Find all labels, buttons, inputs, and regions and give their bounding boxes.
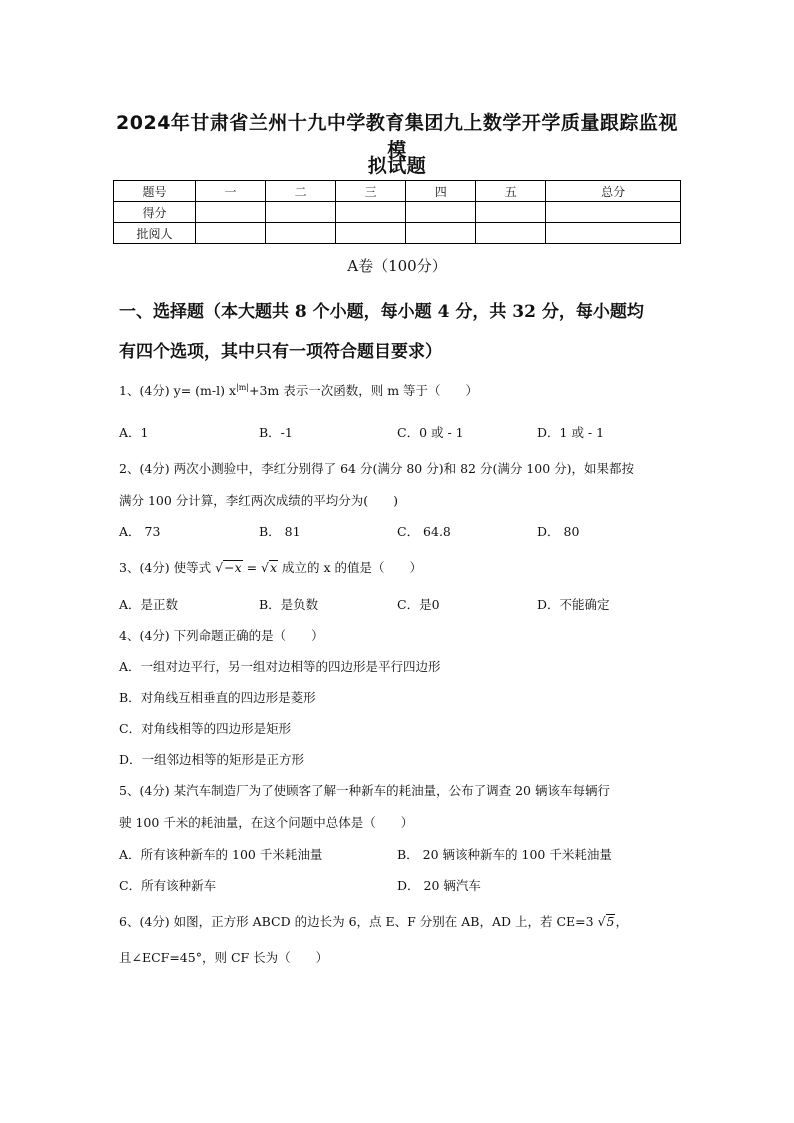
score-table-cell: 四	[406, 181, 476, 202]
score-table-cell: 得分	[114, 202, 196, 223]
score-table-header-row	[114, 181, 681, 202]
score-table-cell	[476, 202, 546, 223]
question-2-option-c[interactable]: C． 64.8	[397, 524, 451, 539]
question-1-stem	[119, 381, 689, 399]
question-5-stem-line1: 5、(4分) 某汽车制造厂为了使顾客了解一种新车的耗油量，公布了调查 20 辆该车每辆行	[119, 783, 610, 798]
question-3-equals: =	[242, 560, 262, 575]
question-6-stem-line2: 且∠ECF=45°，则 CF 长为（ ）	[119, 950, 329, 965]
question-3-root-right: x	[270, 560, 278, 575]
question-2-option-a[interactable]: A． 73	[119, 524, 161, 539]
score-table-cell	[476, 223, 546, 244]
score-table-cell: 三	[336, 181, 406, 202]
question-3-stem-pre: 3、(4分) 使等式	[119, 560, 212, 575]
question-1-stem-pre: 1、(4分) y= (m-l) x	[119, 383, 236, 398]
question-3-option-b[interactable]: B．是负数	[259, 597, 319, 612]
score-table-cell: 一	[196, 181, 266, 202]
question-4-option-d[interactable]: D．一组邻边相等的矩形是正方形	[119, 752, 305, 767]
score-table-cell	[546, 202, 681, 223]
exam-title-line1: 2024年甘肃省兰州十九中学教育集团九上数学开学质量跟踪监视模	[116, 112, 678, 161]
question-3-stem	[119, 558, 689, 576]
score-table-cell: 题号	[114, 181, 196, 202]
question-1-option-c[interactable]: C．0 或 - 1	[397, 425, 464, 440]
score-table-cell	[266, 202, 336, 223]
question-1-option-d[interactable]: D．1 或 - 1	[537, 425, 605, 440]
question-1-stem-post: +3m 表示一次函数，则 m 等于（ ）	[248, 383, 479, 398]
question-3-root-left: −x	[224, 560, 242, 575]
score-table-cell	[406, 223, 476, 244]
score-table-cell	[196, 223, 266, 244]
question-6-root: √5	[597, 914, 615, 929]
question-2-option-b[interactable]: B． 81	[259, 524, 301, 539]
question-4-option-c[interactable]: C．对角线相等的四边形是矩形	[119, 721, 292, 736]
score-table-cell	[546, 223, 681, 244]
question-6-root-value: 5	[606, 914, 615, 929]
score-table-row	[114, 202, 681, 223]
question-1-exponent: |m|	[236, 382, 249, 392]
question-1-option-a[interactable]: A．1	[119, 425, 149, 440]
question-3-option-a[interactable]: A．是正数	[119, 597, 179, 612]
question-4-option-a[interactable]: A．一组对边平行，另一组对边相等的四边形是平行四边形	[119, 659, 441, 674]
question-3-option-c[interactable]: C．是0	[397, 597, 440, 612]
exam-title-line2: 拟试题	[367, 155, 427, 177]
question-3-option-d[interactable]: D．不能确定	[537, 597, 610, 612]
question-3-equation: √−x = √x	[215, 560, 278, 575]
question-5-option-a[interactable]: A．所有该种新车的 100 千米耗油量	[119, 847, 323, 862]
score-table-cell: 批阅人	[114, 223, 196, 244]
question-4-stem: 4、(4分) 下列命题正确的是（ ）	[119, 628, 324, 643]
question-5-option-d[interactable]: D． 20 辆汽车	[397, 878, 481, 893]
question-2-stem-line1: 2、(4分) 两次小测验中，李红分别得了 64 分(满分 80 分)和 82 分(满分 100 分)，如果都按	[119, 461, 635, 476]
question-5-option-c[interactable]: C．所有该种新车	[119, 878, 217, 893]
score-table-cell	[266, 223, 336, 244]
score-table-cell	[196, 202, 266, 223]
question-1-option-b[interactable]: B．-1	[259, 425, 293, 440]
question-3-stem-post: 成立的 x 的值是（ ）	[278, 560, 423, 575]
question-2-stem-line2: 满分 100 分计算，李红两次成绩的平均分为( )	[119, 493, 399, 508]
score-table-cell: 总分	[546, 181, 681, 202]
question-5-option-b[interactable]: B． 20 辆该种新车的 100 千米耗油量	[397, 847, 612, 862]
score-table	[113, 180, 681, 244]
score-table-cell	[406, 202, 476, 223]
score-table-row	[114, 223, 681, 244]
question-5-stem-line2: 驶 100 千米的耗油量，在这个问题中总体是（ ）	[119, 815, 414, 830]
question-6-stem-pre: 6、(4分) 如图，正方形 ABCD 的边长为 6，点 E、F 分别在 AB，AD 上，若 CE=3	[119, 914, 598, 929]
score-table-cell	[336, 202, 406, 223]
section-a-heading: A卷（100分）	[347, 257, 447, 275]
question-6-stem-post: ，	[615, 914, 628, 929]
score-table-cell: 二	[266, 181, 336, 202]
question-2-option-d[interactable]: D． 80	[537, 524, 580, 539]
question-6-stem-line1	[119, 912, 689, 930]
score-table-cell: 五	[476, 181, 546, 202]
score-table-cell	[336, 223, 406, 244]
part1-heading-line2: 有四个选项，其中只有一项符合题目要求）	[119, 342, 442, 362]
part1-heading-line1: 一、选择题（本大题共 8 个小题，每小题 4 分，共 32 分，每小题均	[119, 302, 644, 322]
question-4-option-b[interactable]: B．对角线互相垂直的四边形是菱形	[119, 690, 316, 705]
